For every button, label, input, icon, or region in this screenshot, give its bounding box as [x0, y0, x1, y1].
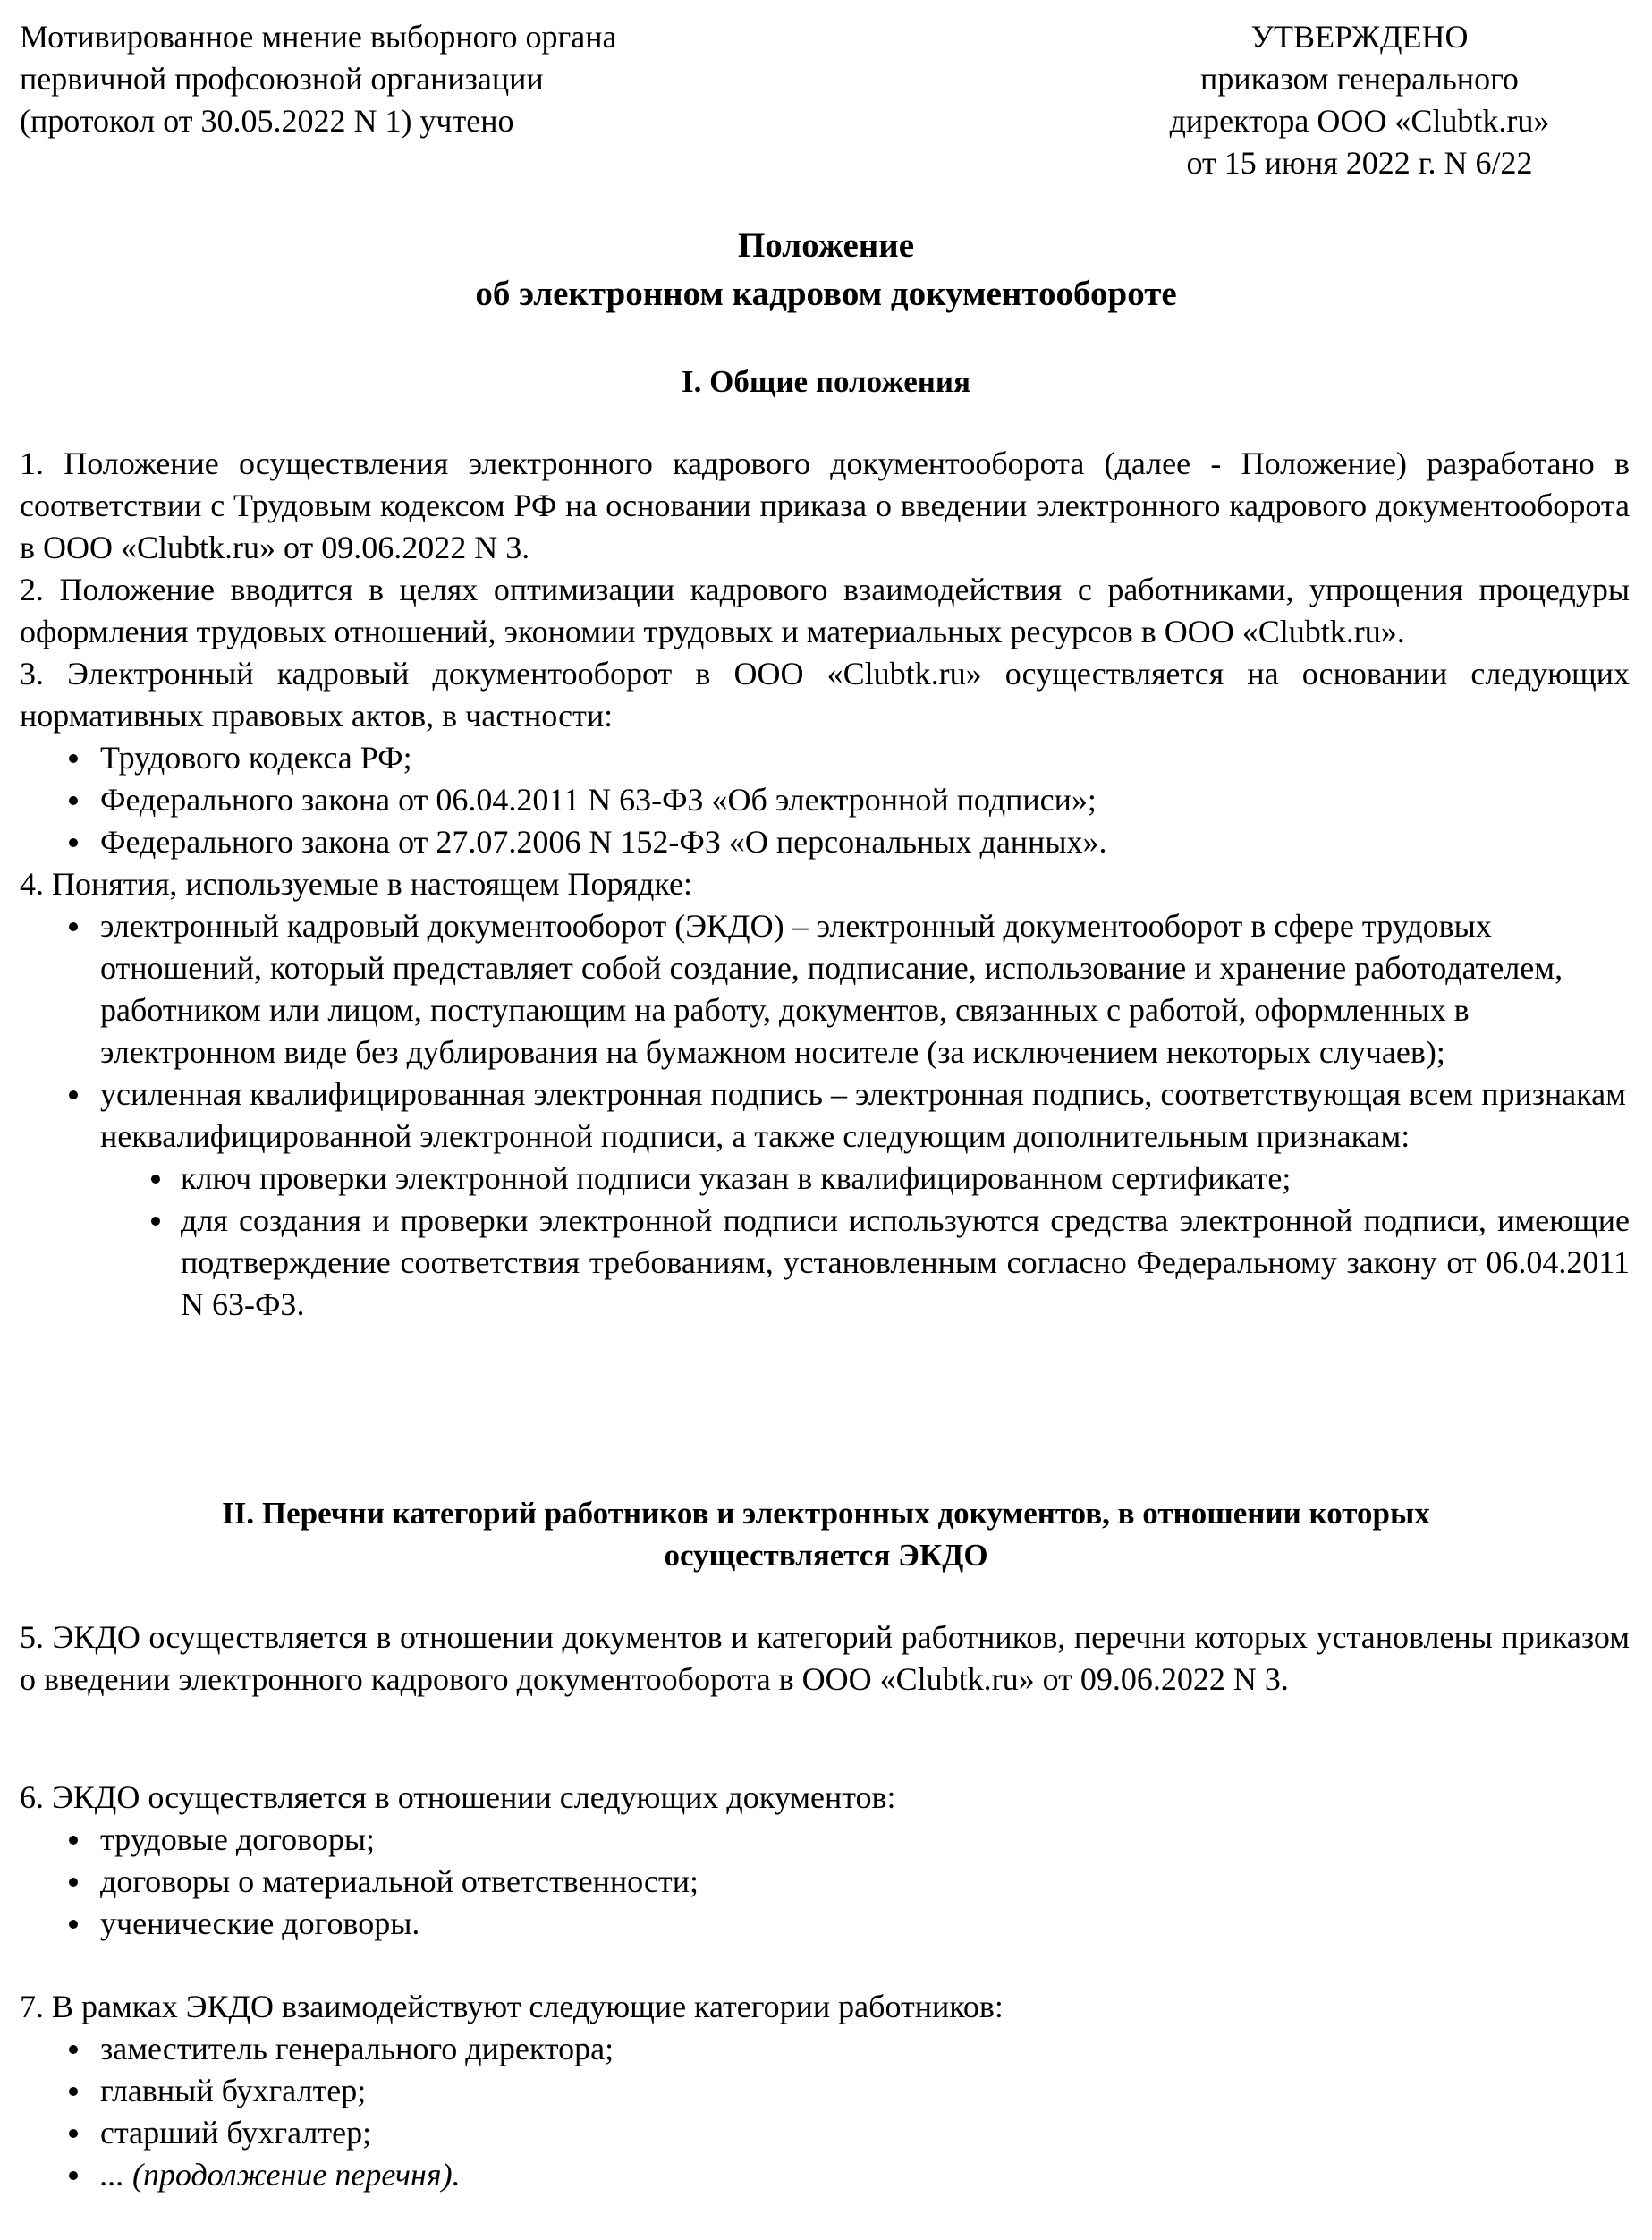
union-opinion-line: первичной профсоюзной организации: [20, 61, 544, 97]
bullet-icon: [69, 2087, 78, 2096]
list-item: ключ проверки электронной подписи указан в квалифицированном сертификате;: [20, 1158, 1630, 1200]
title-line-2: об электронном кадровом документообороте: [475, 275, 1177, 313]
paragraph-2: 2. Положение вводится в целях оптимизации кадрового взаимодействия с работниками, упрощения процедуры оформления трудовых отношений, экономии трудовых и материальных ресурсов в ООО «Clubtk.ru».: [20, 572, 1630, 649]
definitions-list: [20, 905, 1630, 1158]
list-item: усиленная квалифицированная электронная подпись – электронная подпись, соответствующая всем признакам неквалифицированной электронной подписи, а также следующим дополнительным признакам:: [20, 1073, 1630, 1158]
approval-block: [1109, 16, 1610, 184]
paragraph-4: 4. Понятия, используемые в настоящем Порядке:: [20, 866, 692, 902]
list-item: заместитель генерального директора;: [20, 2028, 1630, 2070]
section-2-body: [20, 1616, 1630, 1701]
employees-list: [20, 2028, 1630, 2196]
union-opinion-line: Мотивированное мнение выборного органа: [20, 19, 617, 55]
approval-line: от 15 июня 2022 г. N 6/22: [1186, 145, 1533, 181]
section-2-heading: [0, 1492, 1652, 1576]
bullet-icon: [69, 2171, 78, 2180]
legal-acts-list: [20, 737, 1630, 863]
list-item: Федерального закона от 27.07.2006 N 152-ФЗ «О персональных данных».: [20, 821, 1630, 863]
bullet-icon: [69, 2045, 78, 2054]
bullet-icon: [69, 1920, 78, 1929]
list-item: трудовые договоры;: [20, 1819, 1630, 1861]
bullet-icon: [69, 1878, 78, 1887]
paragraph-6: 6. ЭКДО осуществляется в отношении следующих документов:: [20, 1779, 896, 1815]
section-2-heading-line-1: II. Перечни категорий работников и электронных документов, в отношении которых: [222, 1496, 1430, 1531]
section-2-paragraph-7-block: [20, 1986, 1630, 2196]
paragraph-3: 3. Электронный кадровый документооборот в ООО «Clubtk.ru» осуществляется на основании следующих нормативных правовых актов, в частности:: [20, 656, 1630, 734]
list-item: Трудового кодекса РФ;: [20, 737, 1630, 779]
bullet-icon: [69, 754, 78, 763]
bullet-icon: [69, 2129, 78, 2138]
bullet-icon: [151, 1217, 160, 1226]
list-item: главный бухгалтер;: [20, 2070, 1630, 2112]
list-item: для создания и проверки электронной подписи используются средства электронной подписи, имеющие подтверждение соответствия требованиям, установленным согласно Федеральному закону от 06.04.2011 N 63-ФЗ.: [20, 1200, 1630, 1326]
section-1-heading: I. Общие положения: [681, 364, 971, 399]
union-opinion-block: [20, 16, 825, 142]
paragraph-1: 1. Положение осуществления электронного кадрового документооборота (далее - Положение) разработано в соответствии с Трудовым кодексом РФ на основании приказа о введении электронного кадрового документооборота в ООО «Clubtk.ru» от 09.06.2022 N 3.: [20, 445, 1630, 565]
bullet-icon: [69, 922, 78, 931]
union-opinion-line: (протокол от 30.05.2022 N 1) учтено: [20, 103, 514, 139]
list-item: ученические договоры.: [20, 1903, 1630, 1945]
approval-line: приказом генерального: [1200, 61, 1519, 97]
list-item: ... (продолжение перечня).: [20, 2154, 1630, 2196]
section-1-body: [20, 443, 1630, 1326]
paragraph-5: 5. ЭКДО осуществляется в отношении документов и категорий работников, перечни которых установлены приказом о введении электронного кадрового документооборота в ООО «Clubtk.ru» от 09.06.2022 N 3.: [20, 1619, 1630, 1697]
bullet-icon: [69, 796, 78, 805]
bullet-icon: [151, 1175, 160, 1184]
section-2-heading-line-2: осуществляется ЭКДО: [664, 1538, 988, 1573]
approval-line: директора ООО «Clubtk.ru»: [1169, 103, 1550, 139]
list-item: старший бухгалтер;: [20, 2112, 1630, 2154]
bullet-icon: [69, 1090, 78, 1099]
documents-list: [20, 1819, 1630, 1945]
signature-criteria-list: [20, 1158, 1630, 1326]
paragraph-7: 7. В рамках ЭКДО взаимодействуют следующие категории работников:: [20, 1989, 1004, 2024]
section-2-paragraph-6-block: [20, 1777, 1630, 1945]
list-item: Федерального закона от 06.04.2011 N 63-ФЗ «Об электронной подписи»;: [20, 779, 1630, 821]
list-item: электронный кадровый документооборот (ЭКДО) – электронный документооборот в сфере трудовых отношений, который представляет собой создание, подписание, использование и хранение работодателем, работником или лицом, поступающим на работу, документов, связанных с работой, оформленных в электронном виде без дублирования на бумажном носителе (за исключением некоторых случаев);: [20, 905, 1630, 1073]
title-line-1: Положение: [737, 226, 915, 265]
approval-line: УТВЕРЖДЕНО: [1250, 19, 1469, 55]
list-item: договоры о материальной ответственности;: [20, 1861, 1630, 1903]
bullet-icon: [69, 1836, 78, 1845]
bullet-icon: [69, 838, 78, 847]
document-title: [0, 222, 1652, 318]
